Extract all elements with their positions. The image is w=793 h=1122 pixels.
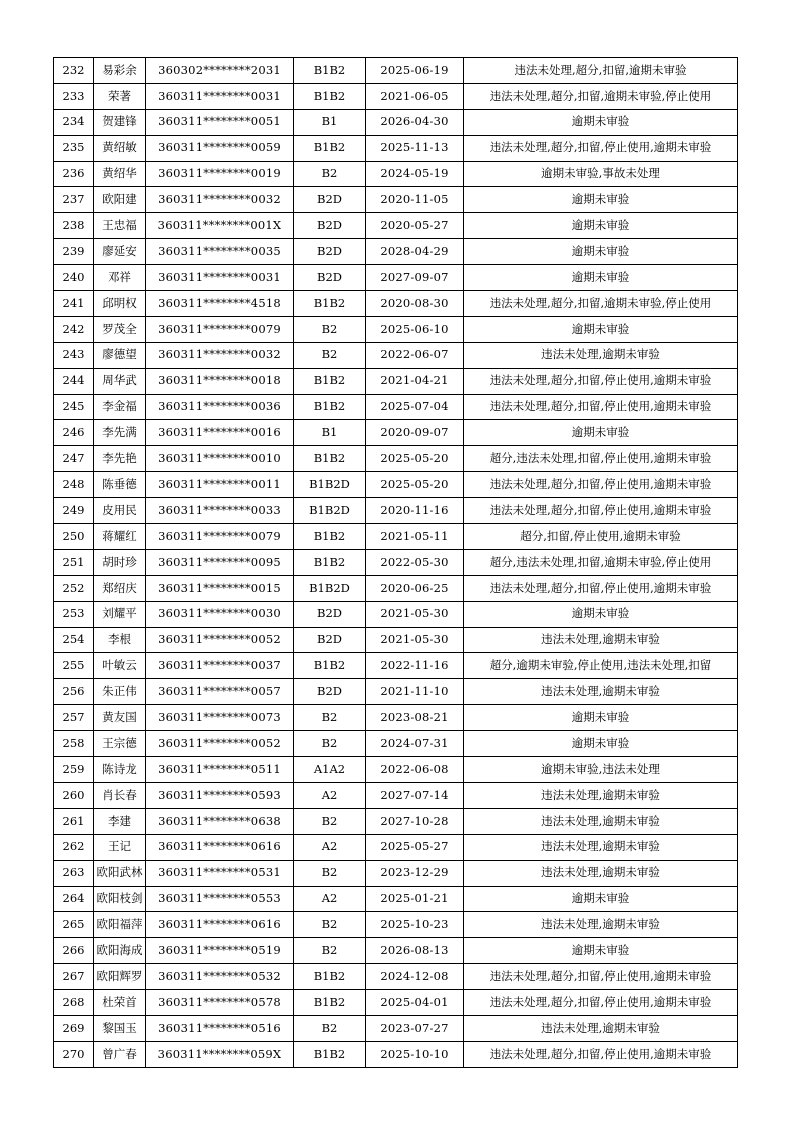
date-cell: 2020-05-27	[366, 213, 464, 239]
license-class-cell: B1B2	[294, 1041, 366, 1067]
id-number-cell: 360311********0011	[146, 472, 294, 498]
name-cell: 荣著	[94, 83, 146, 109]
id-number-cell: 360302********2031	[146, 58, 294, 84]
name-cell: 黄绍华	[94, 161, 146, 187]
id-number-cell: 360311********0036	[146, 394, 294, 420]
table-row	[54, 549, 738, 575]
row-number-cell: 251	[54, 549, 94, 575]
date-cell: 2020-09-07	[366, 420, 464, 446]
row-number-cell: 241	[54, 291, 94, 317]
row-number-cell: 269	[54, 1015, 94, 1041]
id-number-cell: 360311********0052	[146, 731, 294, 757]
license-class-cell: B2	[294, 705, 366, 731]
name-cell: 叶敏云	[94, 653, 146, 679]
status-cell: 违法未处理,超分,扣留,逾期未审验,停止使用	[464, 83, 738, 109]
status-cell: 逾期未审验	[464, 938, 738, 964]
table-row	[54, 1015, 738, 1041]
date-cell: 2021-05-11	[366, 524, 464, 550]
name-cell: 欧阳建	[94, 187, 146, 213]
row-number-cell: 261	[54, 808, 94, 834]
id-number-cell: 360311********0032	[146, 342, 294, 368]
license-class-cell: B1B2	[294, 653, 366, 679]
row-number-cell: 242	[54, 316, 94, 342]
status-cell: 违法未处理,超分,扣留,停止使用,逾期未审验	[464, 575, 738, 601]
status-cell: 违法未处理,逾期未审验	[464, 627, 738, 653]
license-class-cell: B1	[294, 420, 366, 446]
name-cell: 刘耀平	[94, 601, 146, 627]
status-cell: 违法未处理,逾期未审验	[464, 860, 738, 886]
table-row	[54, 394, 738, 420]
date-cell: 2025-06-19	[366, 58, 464, 84]
status-cell: 违法未处理,超分,扣留,停止使用,逾期未审验	[464, 394, 738, 420]
date-cell: 2026-08-13	[366, 938, 464, 964]
id-number-cell: 360311********0578	[146, 990, 294, 1016]
status-cell: 违法未处理,逾期未审验	[464, 1015, 738, 1041]
status-cell: 逾期未审验	[464, 265, 738, 291]
row-number-cell: 252	[54, 575, 94, 601]
id-number-cell: 360311********0593	[146, 782, 294, 808]
date-cell: 2024-12-08	[366, 964, 464, 990]
table-row	[54, 834, 738, 860]
date-cell: 2025-11-13	[366, 135, 464, 161]
license-class-cell: B2	[294, 860, 366, 886]
table-row	[54, 912, 738, 938]
table-row	[54, 342, 738, 368]
license-class-cell: B2	[294, 938, 366, 964]
license-class-cell: B1B2	[294, 135, 366, 161]
table-row	[54, 653, 738, 679]
date-cell: 2027-07-14	[366, 782, 464, 808]
id-number-cell: 360311********0051	[146, 109, 294, 135]
status-cell: 逾期未审验	[464, 705, 738, 731]
license-class-cell: B2	[294, 912, 366, 938]
name-cell: 杜荣首	[94, 990, 146, 1016]
date-cell: 2021-05-30	[366, 627, 464, 653]
table-row	[54, 860, 738, 886]
table-row	[54, 601, 738, 627]
name-cell: 欧阳武林	[94, 860, 146, 886]
license-class-cell: B1B2D	[294, 575, 366, 601]
name-cell: 郑绍庆	[94, 575, 146, 601]
id-number-cell: 360311********0079	[146, 316, 294, 342]
status-cell: 逾期未审验	[464, 886, 738, 912]
id-number-cell: 360311********4518	[146, 291, 294, 317]
row-number-cell: 250	[54, 524, 94, 550]
table-row	[54, 757, 738, 783]
table-row	[54, 213, 738, 239]
id-number-cell: 360311********001X	[146, 213, 294, 239]
row-number-cell: 232	[54, 58, 94, 84]
id-number-cell: 360311********0519	[146, 938, 294, 964]
date-cell: 2020-08-30	[366, 291, 464, 317]
status-cell: 逾期未审验	[464, 213, 738, 239]
date-cell: 2025-10-10	[366, 1041, 464, 1067]
status-cell: 逾期未审验	[464, 239, 738, 265]
table-row	[54, 135, 738, 161]
name-cell: 廖延安	[94, 239, 146, 265]
table-row	[54, 782, 738, 808]
name-cell: 蒋耀红	[94, 524, 146, 550]
table-row	[54, 524, 738, 550]
id-number-cell: 360311********0031	[146, 265, 294, 291]
date-cell: 2023-07-27	[366, 1015, 464, 1041]
id-number-cell: 360311********0037	[146, 653, 294, 679]
license-class-cell: B2	[294, 316, 366, 342]
row-number-cell: 233	[54, 83, 94, 109]
row-number-cell: 259	[54, 757, 94, 783]
name-cell: 胡时珍	[94, 549, 146, 575]
id-number-cell: 360311********0035	[146, 239, 294, 265]
row-number-cell: 249	[54, 498, 94, 524]
date-cell: 2021-04-21	[366, 368, 464, 394]
status-cell: 违法未处理,逾期未审验	[464, 912, 738, 938]
table-row	[54, 1041, 738, 1067]
id-number-cell: 360311********0095	[146, 549, 294, 575]
name-cell: 易彩余	[94, 58, 146, 84]
date-cell: 2024-07-31	[366, 731, 464, 757]
status-cell: 违法未处理,超分,扣留,停止使用,逾期未审验	[464, 964, 738, 990]
table-row	[54, 990, 738, 1016]
name-cell: 李根	[94, 627, 146, 653]
name-cell: 陈垂德	[94, 472, 146, 498]
status-cell: 超分,逾期未审验,停止使用,违法未处理,扣留	[464, 653, 738, 679]
id-number-cell: 360311********059X	[146, 1041, 294, 1067]
row-number-cell: 256	[54, 679, 94, 705]
date-cell: 2025-01-21	[366, 886, 464, 912]
date-cell: 2023-08-21	[366, 705, 464, 731]
table-row	[54, 964, 738, 990]
row-number-cell: 247	[54, 446, 94, 472]
row-number-cell: 237	[54, 187, 94, 213]
table-row	[54, 627, 738, 653]
name-cell: 皮用民	[94, 498, 146, 524]
license-class-cell: B1B2	[294, 446, 366, 472]
name-cell: 周华武	[94, 368, 146, 394]
table-row	[54, 938, 738, 964]
license-class-cell: A1A2	[294, 757, 366, 783]
id-number-cell: 360311********0030	[146, 601, 294, 627]
table-row	[54, 265, 738, 291]
table-row	[54, 187, 738, 213]
status-cell: 逾期未审验	[464, 420, 738, 446]
row-number-cell: 268	[54, 990, 94, 1016]
table-row	[54, 472, 738, 498]
name-cell: 曾广春	[94, 1041, 146, 1067]
status-cell: 超分,违法未处理,扣留,逾期未审验,停止使用	[464, 549, 738, 575]
id-number-cell: 360311********0511	[146, 757, 294, 783]
id-number-cell: 360311********0531	[146, 860, 294, 886]
status-cell: 超分,违法未处理,扣留,停止使用,逾期未审验	[464, 446, 738, 472]
table-row	[54, 239, 738, 265]
table-row	[54, 291, 738, 317]
date-cell: 2025-05-20	[366, 446, 464, 472]
name-cell: 黄绍敏	[94, 135, 146, 161]
row-number-cell: 257	[54, 705, 94, 731]
row-number-cell: 234	[54, 109, 94, 135]
table-row	[54, 446, 738, 472]
id-number-cell: 360311********0059	[146, 135, 294, 161]
name-cell: 李金福	[94, 394, 146, 420]
row-number-cell: 270	[54, 1041, 94, 1067]
name-cell: 罗茂全	[94, 316, 146, 342]
license-class-cell: B1B2	[294, 549, 366, 575]
license-class-cell: A2	[294, 834, 366, 860]
id-number-cell: 360311********0033	[146, 498, 294, 524]
id-number-cell: 360311********0616	[146, 834, 294, 860]
status-cell: 违法未处理,逾期未审验	[464, 342, 738, 368]
row-number-cell: 238	[54, 213, 94, 239]
license-class-cell: B2D	[294, 265, 366, 291]
date-cell: 2022-06-07	[366, 342, 464, 368]
row-number-cell: 243	[54, 342, 94, 368]
name-cell: 陈诗龙	[94, 757, 146, 783]
status-cell: 逾期未审验	[464, 187, 738, 213]
row-number-cell: 263	[54, 860, 94, 886]
license-class-cell: B1B2	[294, 83, 366, 109]
date-cell: 2020-11-05	[366, 187, 464, 213]
name-cell: 邓祥	[94, 265, 146, 291]
license-class-cell: B1B2	[294, 394, 366, 420]
name-cell: 廖德望	[94, 342, 146, 368]
table-row	[54, 316, 738, 342]
status-cell: 违法未处理,逾期未审验	[464, 782, 738, 808]
row-number-cell: 265	[54, 912, 94, 938]
table-row	[54, 161, 738, 187]
date-cell: 2022-06-08	[366, 757, 464, 783]
license-class-cell: B2	[294, 342, 366, 368]
date-cell: 2021-05-30	[366, 601, 464, 627]
status-cell: 逾期未审验,违法未处理	[464, 757, 738, 783]
id-number-cell: 360311********0616	[146, 912, 294, 938]
table-row	[54, 886, 738, 912]
id-number-cell: 360311********0553	[146, 886, 294, 912]
status-cell: 逾期未审验	[464, 601, 738, 627]
status-cell: 违法未处理,超分,扣留,停止使用,逾期未审验	[464, 1041, 738, 1067]
row-number-cell: 239	[54, 239, 94, 265]
status-cell: 违法未处理,超分,扣留,停止使用,逾期未审验	[464, 472, 738, 498]
status-cell: 逾期未审验,事故未处理	[464, 161, 738, 187]
status-cell: 违法未处理,逾期未审验	[464, 834, 738, 860]
id-number-cell: 360311********0073	[146, 705, 294, 731]
table-row	[54, 109, 738, 135]
records-table-body	[54, 58, 738, 1068]
license-class-cell: B2D	[294, 239, 366, 265]
id-number-cell: 360311********0010	[146, 446, 294, 472]
date-cell: 2025-07-04	[366, 394, 464, 420]
date-cell: 2025-04-01	[366, 990, 464, 1016]
date-cell: 2025-06-10	[366, 316, 464, 342]
status-cell: 逾期未审验	[464, 316, 738, 342]
name-cell: 朱正伟	[94, 679, 146, 705]
license-class-cell: B2	[294, 161, 366, 187]
license-class-cell: B2	[294, 808, 366, 834]
row-number-cell: 254	[54, 627, 94, 653]
id-number-cell: 360311********0638	[146, 808, 294, 834]
license-class-cell: B2D	[294, 601, 366, 627]
name-cell: 黄友国	[94, 705, 146, 731]
status-cell: 超分,扣留,停止使用,逾期未审验	[464, 524, 738, 550]
name-cell: 欧阳海成	[94, 938, 146, 964]
license-class-cell: B1B2	[294, 291, 366, 317]
date-cell: 2024-05-19	[366, 161, 464, 187]
table-row	[54, 575, 738, 601]
table-row	[54, 731, 738, 757]
license-class-cell: B1B2	[294, 368, 366, 394]
date-cell: 2022-05-30	[366, 549, 464, 575]
row-number-cell: 264	[54, 886, 94, 912]
status-cell: 违法未处理,超分,扣留,停止使用,逾期未审验	[464, 135, 738, 161]
status-cell: 违法未处理,超分,扣留,停止使用,逾期未审验	[464, 368, 738, 394]
name-cell: 欧阳辉罗	[94, 964, 146, 990]
license-class-cell: B1	[294, 109, 366, 135]
license-class-cell: B2D	[294, 679, 366, 705]
name-cell: 李建	[94, 808, 146, 834]
name-cell: 贺建锋	[94, 109, 146, 135]
row-number-cell: 244	[54, 368, 94, 394]
id-number-cell: 360311********0052	[146, 627, 294, 653]
date-cell: 2025-10-23	[366, 912, 464, 938]
status-cell: 违法未处理,逾期未审验	[464, 679, 738, 705]
id-number-cell: 360311********0016	[146, 420, 294, 446]
name-cell: 李先艳	[94, 446, 146, 472]
date-cell: 2021-06-05	[366, 83, 464, 109]
table-row	[54, 420, 738, 446]
date-cell: 2021-11-10	[366, 679, 464, 705]
status-cell: 违法未处理,超分,扣留,停止使用,逾期未审验	[464, 990, 738, 1016]
id-number-cell: 360311********0015	[146, 575, 294, 601]
row-number-cell: 260	[54, 782, 94, 808]
table-row	[54, 808, 738, 834]
date-cell: 2027-10-28	[366, 808, 464, 834]
row-number-cell: 253	[54, 601, 94, 627]
license-class-cell: B1B2D	[294, 498, 366, 524]
id-number-cell: 360311********0057	[146, 679, 294, 705]
name-cell: 黎国玉	[94, 1015, 146, 1041]
status-cell: 逾期未审验	[464, 731, 738, 757]
records-table	[53, 57, 738, 1068]
id-number-cell: 360311********0018	[146, 368, 294, 394]
row-number-cell: 258	[54, 731, 94, 757]
id-number-cell: 360311********0516	[146, 1015, 294, 1041]
license-class-cell: A2	[294, 886, 366, 912]
name-cell: 李先满	[94, 420, 146, 446]
name-cell: 王忠福	[94, 213, 146, 239]
status-cell: 违法未处理,超分,扣留,逾期未审验,停止使用	[464, 291, 738, 317]
license-class-cell: A2	[294, 782, 366, 808]
table-row	[54, 58, 738, 84]
id-number-cell: 360311********0032	[146, 187, 294, 213]
status-cell: 违法未处理,逾期未审验	[464, 808, 738, 834]
row-number-cell: 267	[54, 964, 94, 990]
license-class-cell: B2	[294, 731, 366, 757]
table-row	[54, 83, 738, 109]
date-cell: 2020-06-25	[366, 575, 464, 601]
name-cell: 邱明权	[94, 291, 146, 317]
row-number-cell: 262	[54, 834, 94, 860]
license-class-cell: B1B2	[294, 58, 366, 84]
row-number-cell: 246	[54, 420, 94, 446]
license-class-cell: B1B2	[294, 964, 366, 990]
row-number-cell: 245	[54, 394, 94, 420]
table-row	[54, 368, 738, 394]
name-cell: 欧阳枝剑	[94, 886, 146, 912]
name-cell: 王记	[94, 834, 146, 860]
status-cell: 违法未处理,超分,扣留,停止使用,逾期未审验	[464, 498, 738, 524]
date-cell: 2022-11-16	[366, 653, 464, 679]
date-cell: 2027-09-07	[366, 265, 464, 291]
id-number-cell: 360311********0079	[146, 524, 294, 550]
license-class-cell: B1B2	[294, 990, 366, 1016]
date-cell: 2026-04-30	[366, 109, 464, 135]
name-cell: 欧阳福萍	[94, 912, 146, 938]
id-number-cell: 360311********0031	[146, 83, 294, 109]
row-number-cell: 255	[54, 653, 94, 679]
row-number-cell: 236	[54, 161, 94, 187]
license-class-cell: B2	[294, 1015, 366, 1041]
table-row	[54, 498, 738, 524]
table-row	[54, 679, 738, 705]
date-cell: 2020-11-16	[366, 498, 464, 524]
row-number-cell: 240	[54, 265, 94, 291]
status-cell: 逾期未审验	[464, 109, 738, 135]
license-class-cell: B2D	[294, 627, 366, 653]
id-number-cell: 360311********0532	[146, 964, 294, 990]
table-row	[54, 705, 738, 731]
license-class-cell: B1B2D	[294, 472, 366, 498]
row-number-cell: 266	[54, 938, 94, 964]
date-cell: 2023-12-29	[366, 860, 464, 886]
name-cell: 肖长春	[94, 782, 146, 808]
date-cell: 2025-05-20	[366, 472, 464, 498]
license-class-cell: B1B2	[294, 524, 366, 550]
name-cell: 王宗德	[94, 731, 146, 757]
date-cell: 2025-05-27	[366, 834, 464, 860]
date-cell: 2028-04-29	[366, 239, 464, 265]
row-number-cell: 235	[54, 135, 94, 161]
row-number-cell: 248	[54, 472, 94, 498]
status-cell: 违法未处理,超分,扣留,逾期未审验	[464, 58, 738, 84]
license-class-cell: B2D	[294, 187, 366, 213]
license-class-cell: B2D	[294, 213, 366, 239]
id-number-cell: 360311********0019	[146, 161, 294, 187]
